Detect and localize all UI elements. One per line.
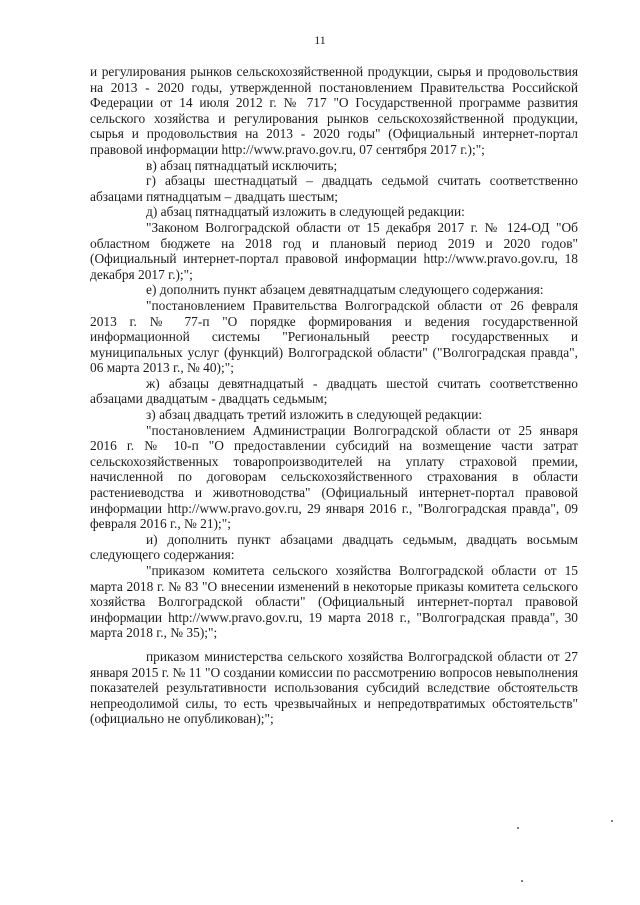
paragraph-quote-resolution-10: "постановлением Администрации Волгоградской области от 25 января 2016 г. № 10-п "О предоставлении субсидий на возмещение части затрат сельскохозяйственных товаропроизводителей на уплату страховой премии, начисленной по договорам сельскохозяйственного страхования в области растениеводства и животноводства" (Официальный интернет-портал правовой информации http://www.pravo.gov.ru, 29 января 2016 г., "Волгоградская правда", 09 февраля 2016 г., № 21);"; xyxy=(90,422,578,532)
paragraph-item-d: д) абзац пятнадцатый изложить в следующей редакции: xyxy=(146,204,465,220)
scan-speck xyxy=(611,820,613,822)
document-body xyxy=(90,64,578,727)
paragraph-continuation: и регулирования рынков сельскохозяйственной продукции, сырья и продовольствия на 2013 - 2020 годы, утвержденной постановлением Правительства Российской Федерации от 14 июля 2012 г. № 717 "О Государственной программе развития сельского хозяйства и регулирования рынков сельскохозяйственной продукции, сырья и продовольствия на 2013 - 2020 годы" (Официальный интернет-портал правовой информации http://www.pravo.gov.ru, 07 сентября 2017 г.);"; xyxy=(90,64,578,157)
paragraph-item-z: з) абзац двадцать третий изложить в следующей редакции: xyxy=(146,407,483,423)
paragraph-item-i: и) дополнить пункт абзацами двадцать седьмым, двадцать восьмым следующего содержания: xyxy=(90,531,578,563)
paragraph-item-v: в) абзац пятнадцатый исключить; xyxy=(146,157,338,173)
page-number: 11 xyxy=(314,33,326,47)
scan-speck xyxy=(521,880,523,882)
paragraph-quote-law: "Законом Волгоградской области от 15 декабря 2017 г. № 124-ОД "Об областном бюджете на 2018 год и плановый период 2019 и 2020 годов" (Официальный интернет-портал правовой информации http://www.pravo.gov.ru, 18 декабря 2017 г.);"; xyxy=(90,219,578,282)
paragraph-quote-order-11: приказом министерства сельского хозяйства Волгоградской области от 27 января 2015 г. № 11 "О создании комиссии по рассмотрению вопросов невыполнения показателей результативности использования субсидий вследствие обстоятельств непреодолимой силы, то есть чрезвычайных и непредотвратимых обстоятельств" (официально не опубликован);"; xyxy=(90,648,578,727)
paragraph-quote-resolution-77: "постановлением Правительства Волгоградской области от 26 февраля 2013 г. № 77-п "О порядке формирования и ведения государственной информационной системы "Региональный реестр государственных и муниципальных услуг (функций) Волгоградской области" ("Волгоградская правда", 06 марта 2013 г., № 40);"; xyxy=(90,297,578,376)
paragraph-item-e: е) дополнить пункт абзацем девятнадцатым следующего содержания: xyxy=(146,282,544,298)
paragraph-quote-order-83: "приказом комитета сельского хозяйства Волгоградской области от 15 марта 2018 г. № 83 "О внесении изменений в некоторые приказы комитета сельского хозяйства Волгоградской области" (Официальный интернет-портал правовой информации http://www.pravo.gov.ru, 19 марта 2018 г., "Волгоградская правда", 30 марта 2018 г., № 35);"; xyxy=(90,563,578,641)
paragraph-item-g: г) абзацы шестнадцатый – двадцать седьмой считать соответственно абзацами пятнадцатым – двадцать шестым; xyxy=(90,173,578,204)
paragraph-item-zh: ж) абзацы девятнадцатый - двадцать шестой считать соответственно абзацами двадцатым - двадцать седьмым; xyxy=(90,375,578,407)
scan-speck xyxy=(517,827,519,829)
